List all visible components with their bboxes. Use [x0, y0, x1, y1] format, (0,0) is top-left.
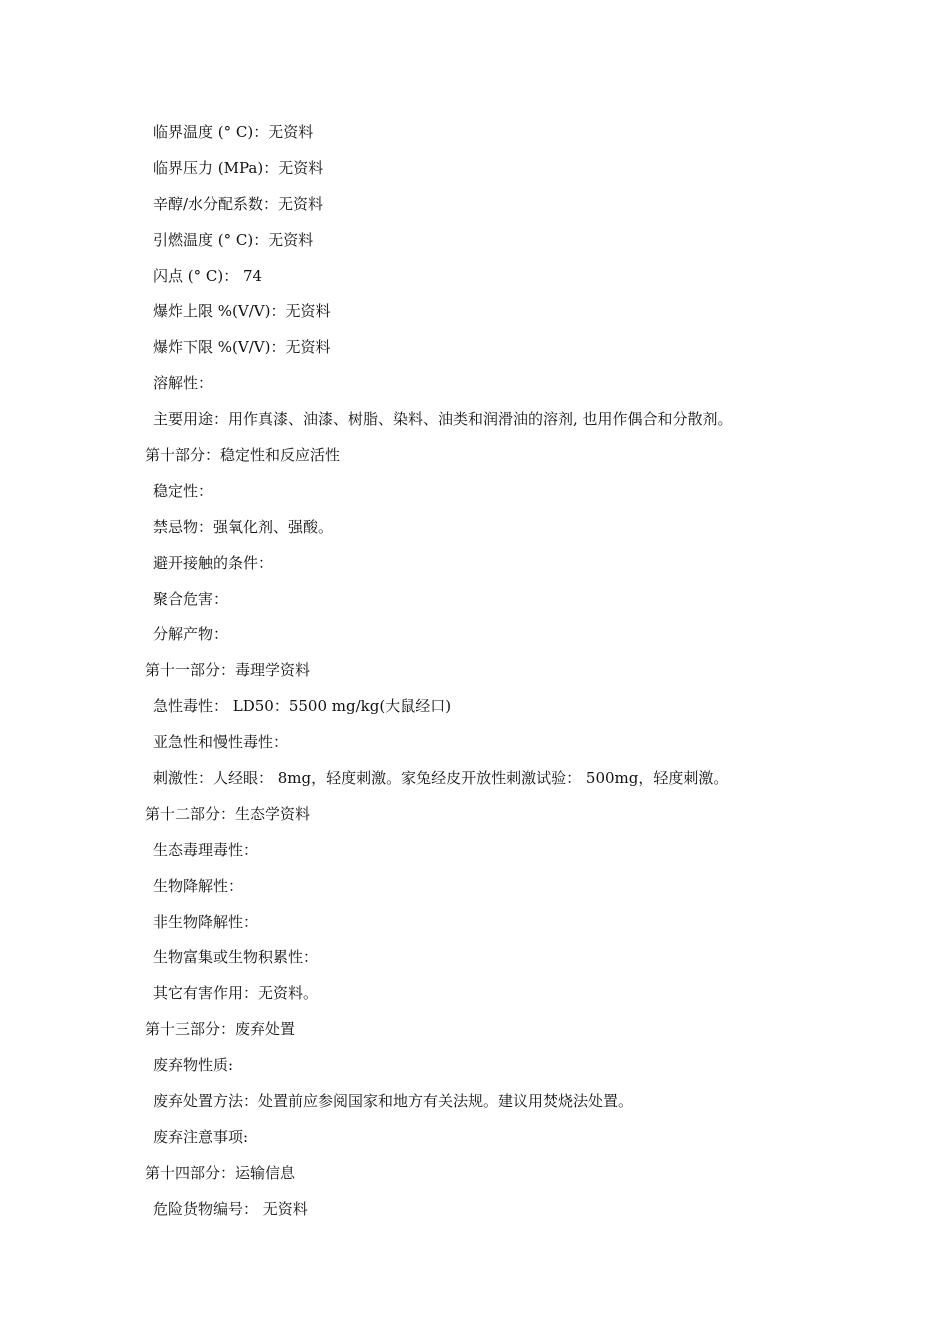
incompatible-materials-line: 禁忌物：强氧化剂、强酸。: [153, 517, 334, 536]
disposal-precautions-line: 废弃注意事项:: [153, 1127, 249, 1146]
document-body: [145, 120, 845, 1233]
ignition-temperature-line: 引燃温度 (° C)：无资料: [153, 230, 314, 249]
ecotoxicity-line: 生态毒理毒性：: [153, 840, 259, 859]
section-12-heading: 第十二部分：生态学资料: [145, 804, 311, 823]
polymerization-hazard-line: 聚合危害：: [153, 589, 229, 608]
stability-line: 稳定性：: [153, 481, 214, 500]
disposal-method-line: 废弃处置方法：处置前应参阅国家和地方有关法规。建议用焚烧法处置。: [153, 1092, 634, 1111]
biodegradability-line: 生物降解性：: [153, 876, 244, 895]
section-13-heading: 第十三部分：废弃处置: [145, 1020, 296, 1039]
critical-temperature-line: 临界温度 (° C)：无资料: [153, 123, 314, 141]
section-14-heading: 第十四部分：运输信息: [145, 1163, 296, 1182]
explosion-upper-limit-line: 爆炸上限 %(V/V)：无资料: [153, 302, 331, 321]
chronic-toxicity-line: 亚急性和慢性毒性：: [153, 733, 289, 752]
dangerous-goods-number-line: 危险货物编号： 无资料: [153, 1199, 308, 1218]
critical-pressure-line: 临界压力 (MPa)：无资料: [153, 158, 324, 177]
abiotic-degradability-line: 非生物降解性：: [153, 912, 259, 931]
waste-nature-line: 废弃物性质:: [153, 1056, 234, 1075]
other-harmful-effects-line: 其它有害作用：无资料。: [153, 984, 319, 1003]
acute-toxicity-line: 急性毒性： LD50：5500 mg/kg(大鼠经口): [153, 697, 452, 716]
section-10-heading: 第十部分：稳定性和反应活性: [145, 446, 341, 465]
conditions-to-avoid-line: 避开接触的条件：: [153, 553, 274, 572]
decomposition-products-line: 分解产物：: [153, 625, 229, 644]
bioaccumulation-line: 生物富集或生物积累性：: [153, 948, 319, 967]
section-11-heading: 第十一部分：毒理学资料: [145, 661, 311, 680]
solubility-line: 溶解性：: [153, 374, 214, 393]
octanol-water-coefficient-line: 辛醇/水分配系数：无资料: [153, 194, 324, 213]
flash-point-line: 闪点 (° C)： 74: [153, 266, 263, 285]
explosion-lower-limit-line: 爆炸下限 %(V/V)：无资料: [153, 338, 331, 357]
main-uses-line: 主要用途：用作真漆、油漆、树脂、染料、油类和润滑油的溶剂, 也用作偶合和分散剂。: [153, 410, 733, 429]
irritation-line: 刺激性：人经眼： 8mg，轻度刺激。家兔经皮开放性刺激试验： 500mg，轻度刺激。: [153, 769, 729, 788]
